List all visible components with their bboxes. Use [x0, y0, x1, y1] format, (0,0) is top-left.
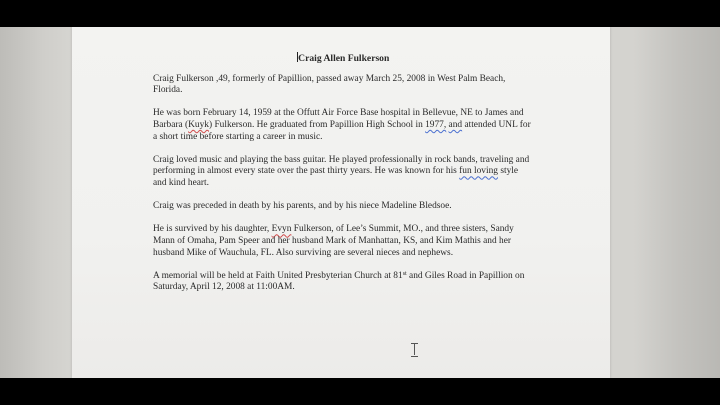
spellcheck-word-evyn[interactable]: Evyn	[271, 224, 292, 235]
text-run: style and kind heart.	[153, 166, 519, 188]
text-run: Craig Fulkerson ,49, formerly of Papillion, passed away March 25, 2008 in West Palm Beach, Florida.	[153, 73, 506, 96]
grammar-flag-and[interactable]: and	[448, 119, 463, 130]
document-page[interactable]	[72, 27, 610, 378]
text-run: He was born February 14, 1959 at the Offutt Air Force Base hospital in Bellevue, NE to James and Barbara (	[153, 108, 524, 130]
monitor-screen	[0, 27, 720, 378]
paragraph-music	[153, 155, 533, 190]
grammar-flag-fun-loving[interactable]: fun loving	[459, 166, 498, 177]
title-text: Craig Allen Fulkerson	[298, 53, 390, 64]
text-run: Fulkerson, of Lee’s Summit, MO., and three sisters, Sandy Mann of Omaha, Pam Speer and her husband Mark of Manhattan, KS, and Kim Mathis and her husband Mike of Wauchula, FL. Also surviving are several nieces and nephews.	[153, 224, 514, 258]
text-run: attended UNL for a short time before starting a career in music.	[153, 119, 531, 142]
text-run: Craig was preceded in death by his parents, and by his niece Madeline Bledsoe.	[153, 201, 452, 212]
paragraph-birth	[153, 108, 533, 143]
paragraph-memorial	[153, 271, 533, 294]
paragraph-survived	[153, 224, 533, 259]
document-title	[153, 52, 533, 65]
superscript-text: st	[402, 270, 407, 277]
text-run: Craig loved music and playing the bass guitar. He played professionally in rock bands, traveling and performing in almost every state over the past thirty years. He was known for his	[153, 154, 530, 177]
text-run: ) Fulkerson. He graduated from Papillion High School in	[208, 119, 426, 130]
text-run: A memorial will be held at Faith United Presbyterian Church at 81	[153, 270, 403, 281]
paragraph-preceded	[153, 201, 533, 213]
text-run: and Giles Road in Papillion on Saturday, April 12, 2008 at 11:00AM.	[153, 270, 525, 293]
grammar-flag-1977[interactable]: 1977,	[425, 119, 447, 130]
text-run: He is survived by his daughter,	[153, 224, 272, 235]
paragraph-intro	[153, 74, 533, 97]
spellcheck-word-kuyk[interactable]: Kuyk	[188, 119, 209, 130]
ibeam-cursor-icon	[411, 343, 418, 355]
document-body[interactable]	[153, 52, 533, 305]
